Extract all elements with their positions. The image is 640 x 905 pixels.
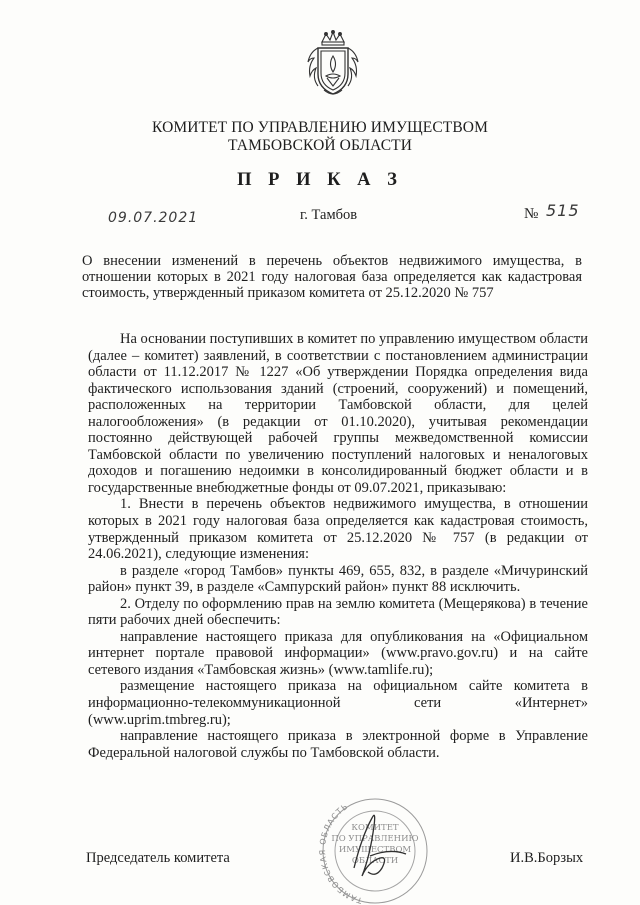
organization-name-line1: КОМИТЕТ ПО УПРАВЛЕНИЮ ИМУЩЕСТВОМ bbox=[152, 119, 488, 136]
body-paragraph: направление настоящего приказа в электронной форме в Управление Федеральной налоговой службы по Тамбовской области. bbox=[88, 728, 588, 761]
document-body bbox=[88, 331, 588, 761]
body-paragraph: в разделе «город Тамбов» пункты 469, 655, 832, в разделе «Мичуринский район» пункт 39, в разделе «Сампурский район» пункт 88 исключить. bbox=[88, 562, 588, 596]
stamp-line: КОМИТЕТ bbox=[351, 823, 399, 833]
coat-of-arms-emblem bbox=[300, 28, 366, 100]
body-paragraph: размещение настоящего приказа на официальном сайте комитета в информационно-телекоммуникационной сети «Интернет» (www.uprim.tmbreg.ru); bbox=[88, 678, 588, 728]
stamp-ring-text: ТАМБОВСКАЯ ОБЛАСТЬ bbox=[317, 801, 364, 904]
signatory-position: Председатель комитета bbox=[86, 850, 230, 866]
body-paragraph: 1. Внести в перечень объектов недвижимого имущества, в отношении которых в 2021 году налоговая база определяется как кадастровая стоимость, утвержденный приказом комитета от 25.12.2020 № 757 (в редакции от 24.06.2021), следующие изменения: bbox=[88, 496, 588, 563]
stamp-line: ПО УПРАВЛЕНИЮ bbox=[331, 834, 419, 844]
official-stamp bbox=[310, 796, 440, 904]
document-subject: О внесении изменений в перечень объектов недвижимого имущества, в отношении которых в 2021 году налоговая база определяется как кадастровая стоимость, утвержденный приказом комитета от 25.12.2020 № 757 bbox=[82, 253, 582, 301]
body-paragraph: 2. Отделу по оформлению прав на землю комитета (Мещерякова) в течение пяти рабочих дней обеспечить: bbox=[88, 595, 588, 629]
body-paragraph: На основании поступивших в комитет по управлению имуществом области (далее – комитет) заявлений, в соответствии с постановлением администрации области от 11.12.2017 № 1227 «Об утверждении Порядка определения вида фактического использования зданий (строений, сооружений) и помещений, расположенных на территории Тамбовской области, для целей налогообложения» (в редакции от 01.10.2020), учитывая рекомендации постоянно действующей рабочей группы межведомственной комиссии Тамбовской области по увеличению поступлений налоговых и неналоговых доходов и погашению недоимки в консолидированный бюджет области и в государственные внебюджетные фонды от 09.07.2021, приказываю: bbox=[88, 331, 588, 496]
city-label: г. Тамбов bbox=[300, 207, 358, 223]
body-paragraph: направление настоящего приказа для опубликования на «Официальном интернет портале правовой информации» (www.pravo.gov.ru) и на сайте сетевого издания «Тамбовская жизнь» (www.tamlife.ru); bbox=[88, 628, 588, 678]
organization-name-line2: ТАМБОВСКОЙ ОБЛАСТИ bbox=[228, 137, 412, 154]
document-type-title: П Р И К А З bbox=[237, 170, 403, 190]
number-label: № bbox=[524, 206, 539, 222]
handwritten-date: 09.07.2021 bbox=[108, 210, 199, 226]
stamp-line: ИМУЩЕСТВОМ bbox=[338, 845, 412, 855]
handwritten-number: 515 bbox=[546, 201, 580, 220]
stamp-line: ОБЛАСТИ bbox=[351, 856, 399, 866]
signatory-name: И.В.Борзых bbox=[510, 850, 584, 866]
